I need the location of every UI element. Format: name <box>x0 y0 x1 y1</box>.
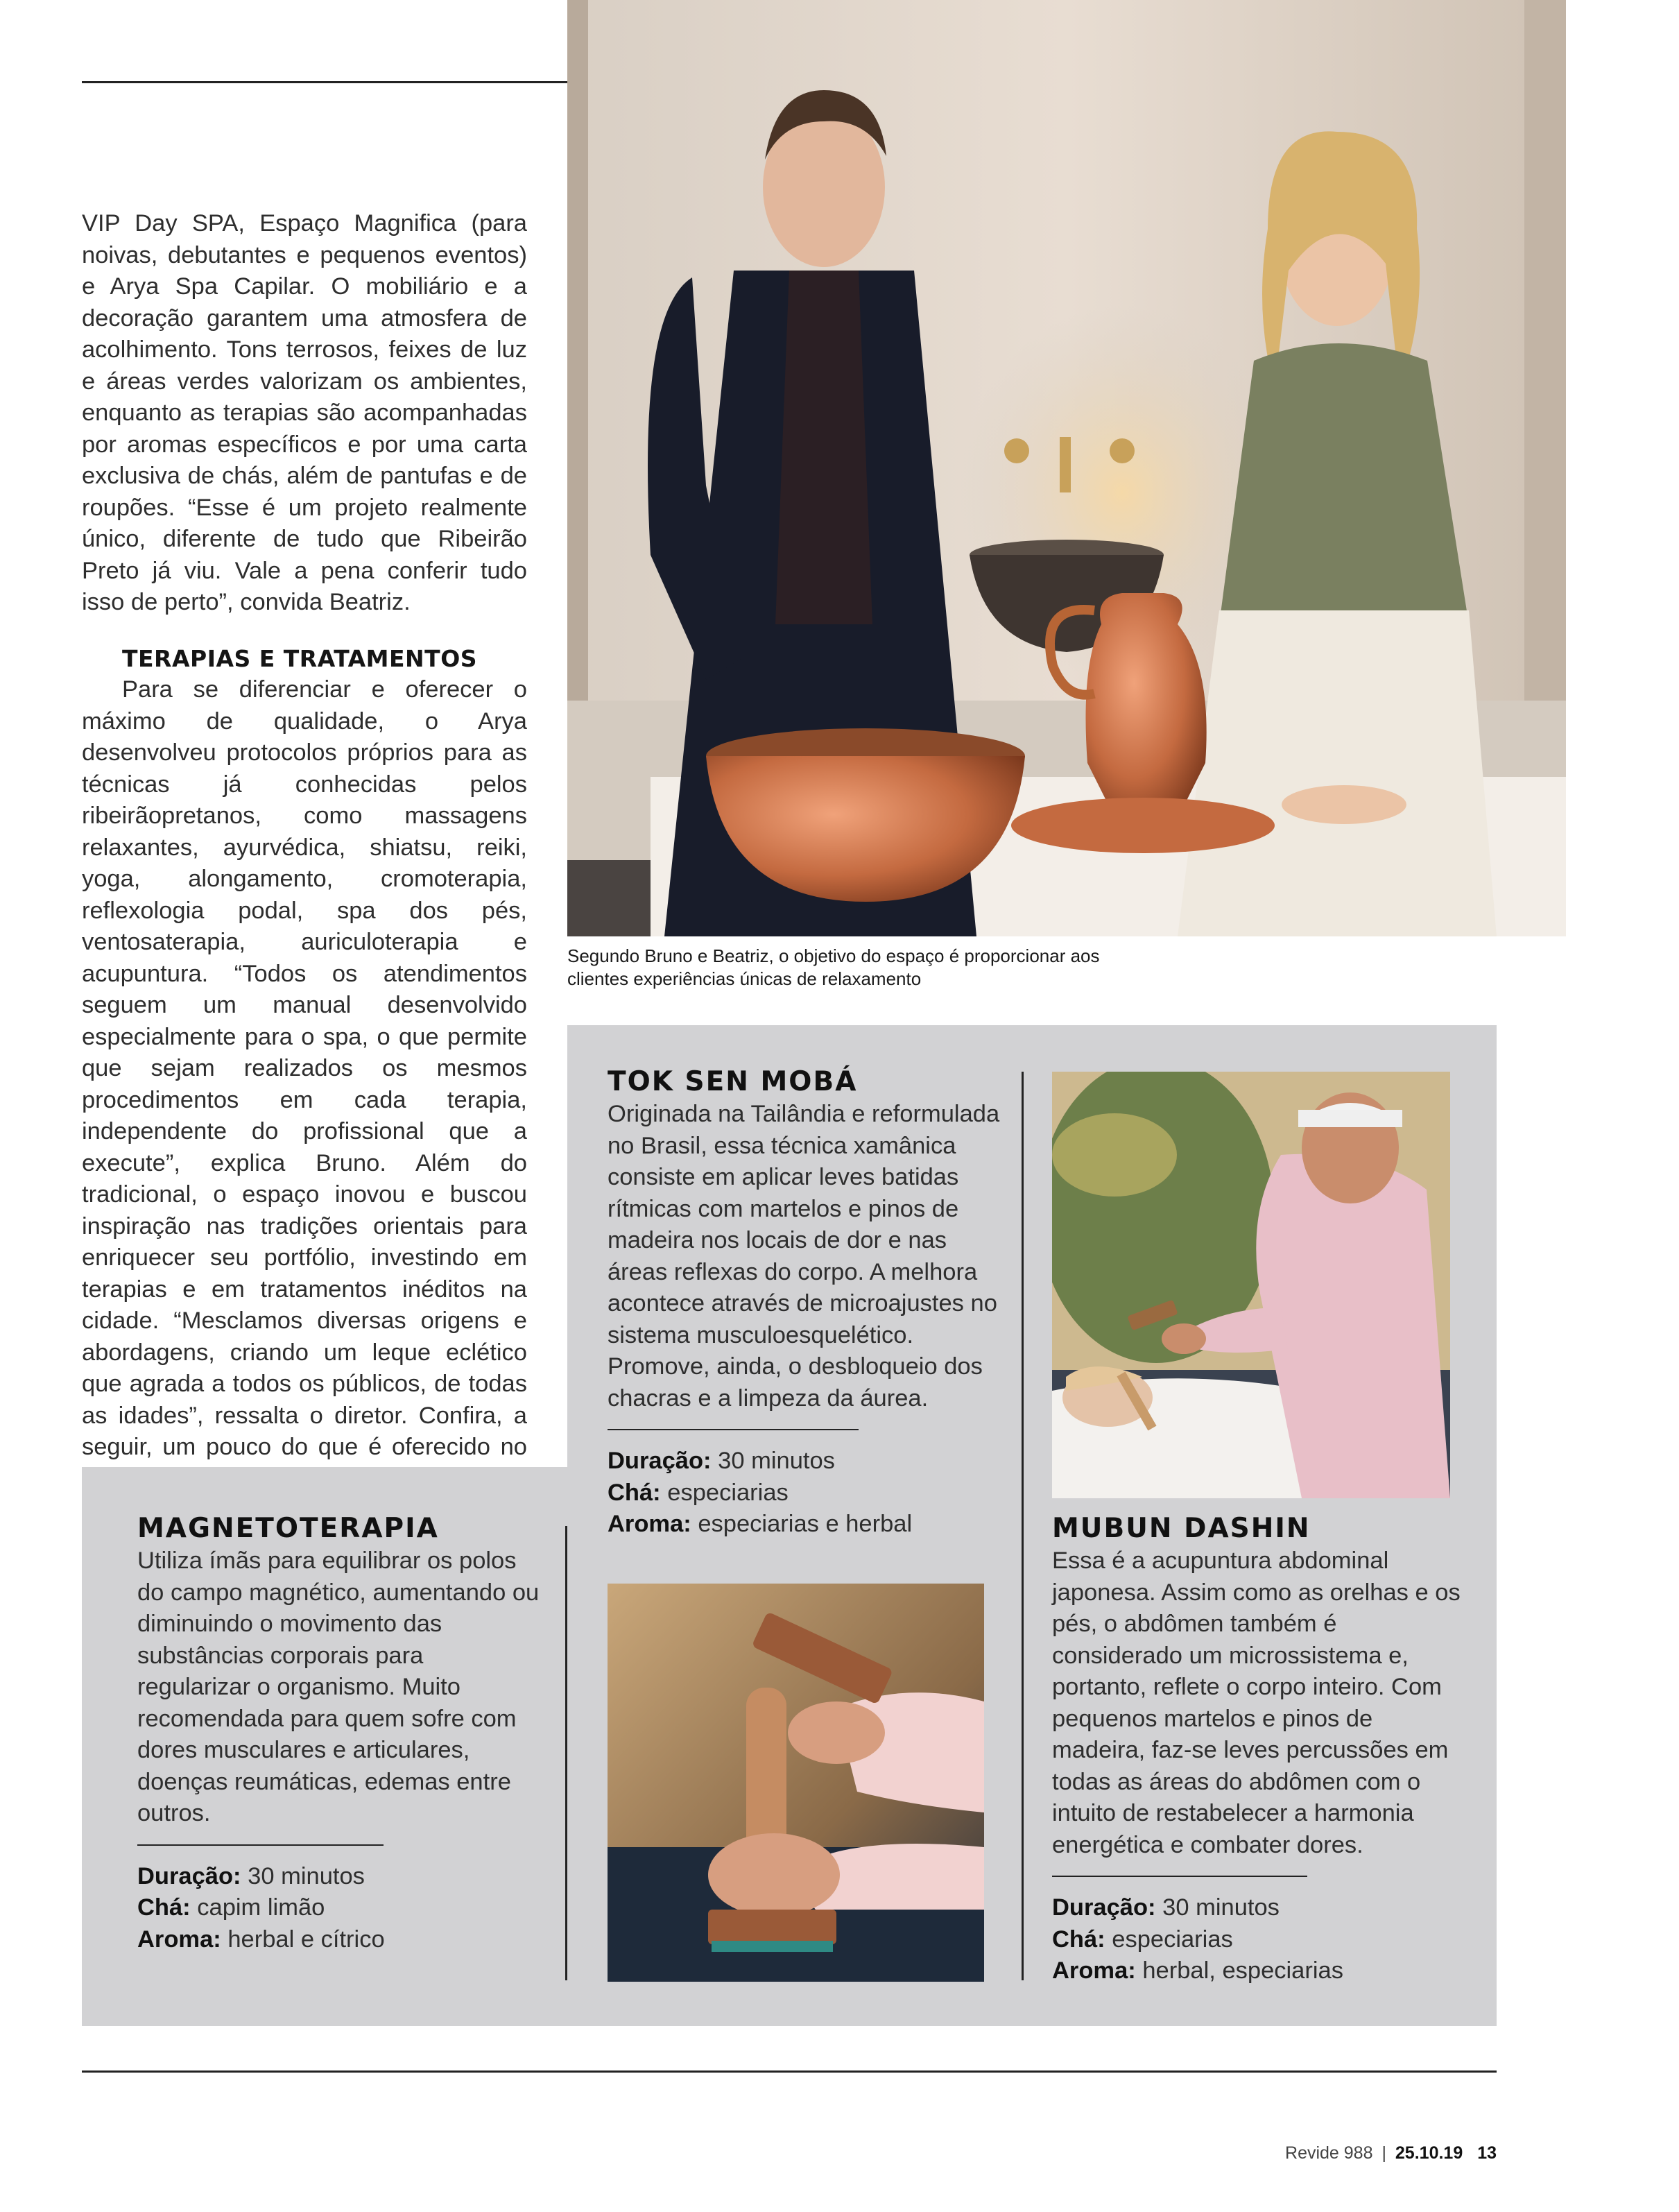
column-divider-2 <box>1022 1072 1024 1980</box>
section-paragraph: Para se diferenciar e oferecer o máximo de qualidade, o Arya desenvolveu protocolos próprios para as técnicas já conhecidas pelos ribeirãopretanos, como massagens relaxantes, ayurvédica, shiatsu, reiki, yoga, alongamento, cromoterapia, reflexologia podal, spa dos pés, ventosaterapia, auriculoterapia e acupuntura. “Todos os atendimentos seguem um manual desenvolvido especialmente para o spa, o que permite que sejam realizados os mesmos procedimentos em cada terapia, independente do profissional que a execute”, explica Bruno. Além do tradicional, o espaço inovou e buscou inspiração nas tradições orientais para enriquecer seu portfólio, investindo em terapias e em tratamentos inéditos na cidade. “Mesclamos diversas origens e abordagens, criando um leque eclético que agrada a todos os públicos, de todas as idades”, ressalta o diretor. Confira, a seguir, um pouco do que é oferecido no <box>82 676 527 1460</box>
toksen-tea: Chá: especiarias <box>608 1479 789 1506</box>
mubun-photo-illustration <box>1052 1072 1450 1498</box>
mubun-photo <box>1052 1072 1450 1498</box>
toksen-aroma: Aroma: especiarias e herbal <box>608 1511 913 1537</box>
footer-separator: | <box>1381 2143 1386 2163</box>
magneto-tea: Chá: capim limão <box>137 1894 325 1921</box>
page-footer <box>1285 2143 1497 2163</box>
main-photo <box>567 0 1566 936</box>
mubun-title: MUBUN DASHIN <box>1052 1513 1311 1544</box>
bottom-rule <box>82 2070 1497 2073</box>
toksen-photo-illustration <box>608 1584 984 1982</box>
mubun-description: Essa é a acupuntura abdominal japonesa. Assim como as orelhas e os pés, o abdômen também é considerado um microssistema e, portanto, reflete o corpo inteiro. Com pequenos martelos e pinos de madeira, faz-se leves percussões em todas as áreas do abdômen com o intuito de restabelecer a harmonia energética e combater dores. <box>1052 1547 1461 1858</box>
footer-magazine: Revide 988 <box>1285 2143 1373 2163</box>
magneto-description: Utiliza ímãs para equilibrar os polos do campo magnético, aumentando ou diminuindo o movimento das substâncias corporais para regularizar o organismo. Muito recomendada para quem sofre com dores musculares e articulares, doenças reumáticas, edemas entre outros. <box>137 1547 540 1826</box>
magneto-duration: Duração: 30 minutos <box>137 1862 365 1889</box>
magneto-block <box>137 1512 540 1955</box>
mubun-duration: Duração: 30 minutos <box>1052 1894 1280 1921</box>
toksen-photo <box>608 1584 984 1982</box>
toksen-title: TOK SEN MOBÁ <box>608 1066 858 1097</box>
magneto-aroma: Aroma: herbal e cítrico <box>137 1926 385 1953</box>
mubun-tea: Chá: especiarias <box>1052 1926 1233 1953</box>
section-text <box>82 644 527 1495</box>
section-heading: TERAPIAS E TRATAMENTOS <box>122 645 478 672</box>
toksen-block <box>608 1065 1003 1541</box>
intro-text <box>82 208 527 619</box>
magneto-title: MAGNETOTERAPIA <box>137 1513 439 1544</box>
mubun-aroma: Aroma: herbal, especiarias <box>1052 1957 1343 1984</box>
footer-page-number: 13 <box>1477 2143 1497 2163</box>
footer-date: 25.10.19 <box>1395 2143 1463 2163</box>
magneto-rule <box>137 1844 384 1846</box>
top-rule <box>82 81 571 83</box>
toksen-rule <box>608 1429 859 1430</box>
mubun-rule <box>1052 1876 1307 1877</box>
toksen-duration: Duração: 30 minutos <box>608 1448 835 1474</box>
main-photo-illustration <box>567 0 1566 936</box>
intro-paragraph: VIP Day SPA, Espaço Magnifica (para noivas, debutantes e pequenos eventos) e Arya Spa Capilar. O mobiliário e a decoração garantem uma atmosfera de acolhimento. Tons terrosos, feixes de luz e áreas verdes valorizam os ambientes, enquanto as terapias são acompanhadas por aromas específicos e por uma carta exclusiva de chás, além de pantufas e de roupões. “Esse é um projeto realmente único, diferente de tudo que Ribeirão Preto já viu. Vale a pena conferir tudo isso de perto”, convida Beatriz. <box>82 210 527 615</box>
column-divider-1 <box>565 1526 567 1980</box>
main-photo-caption: Segundo Bruno e Beatriz, o objetivo do espaço é proporcionar aos clientes experiências únicas de relaxamento <box>567 945 1100 989</box>
mubun-block <box>1052 1512 1468 1987</box>
toksen-description: Originada na Tailândia e reformulada no Brasil, essa técnica xamânica consiste em aplicar leves batidas rítmicas com martelos e pinos de madeira nos locais de dor e nas áreas reflexas do corpo. A melhora acontece através de microajustes no sistema musculoesquelético. Promove, ainda, o desbloqueio dos chacras e a limpeza da áurea. <box>608 1101 1000 1412</box>
